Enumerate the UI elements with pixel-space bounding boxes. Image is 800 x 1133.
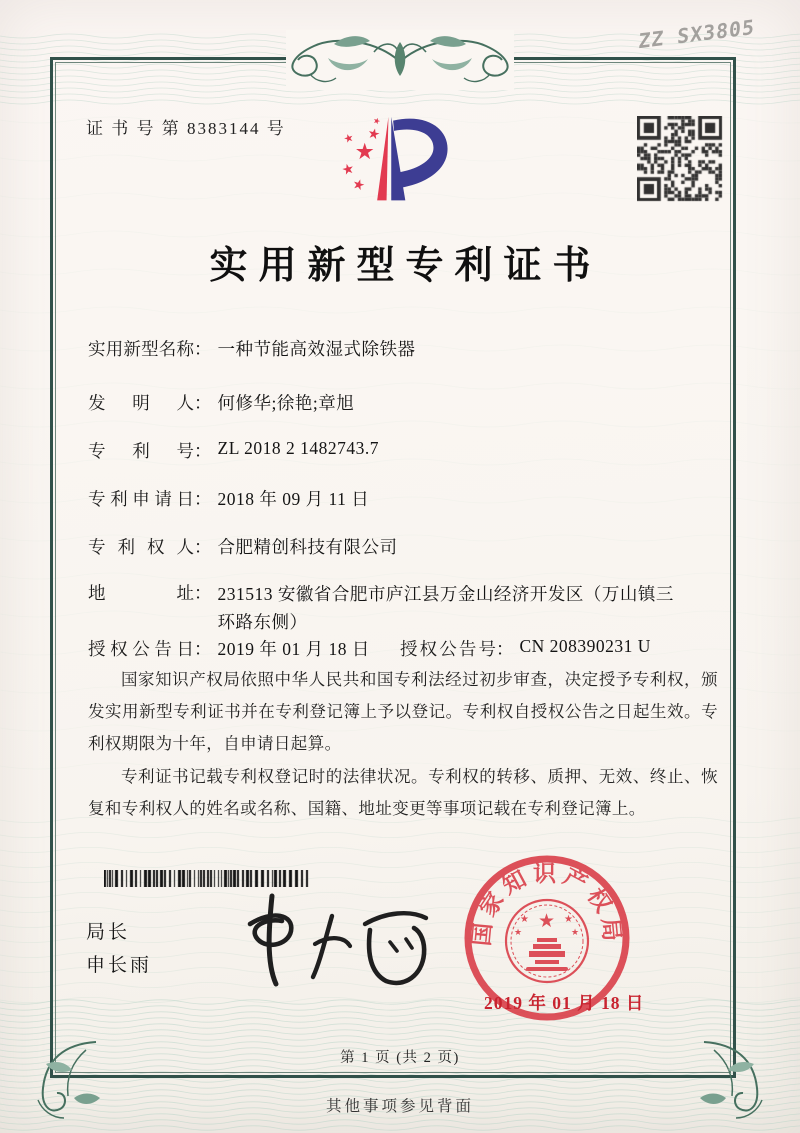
svg-text:★: ★ (371, 114, 383, 127)
field-row-address (88, 580, 690, 636)
handwritten-annotation: ZZ SX3805 (637, 14, 756, 54)
field-value: 一种节能高效湿式除铁器 (217, 339, 416, 359)
field-colon: ： (194, 441, 212, 461)
svg-text:★: ★ (340, 160, 357, 180)
cnipa-logo-icon (334, 104, 456, 216)
field-label: 授权公告日 (88, 639, 194, 659)
field-row-inventors (88, 390, 354, 415)
field-label: 专利权人 (88, 537, 194, 557)
page-number: 第 1 页 (共 2 页) (340, 1050, 460, 1066)
legal-paragraph-1: 国家知识产权局依照中华人民共和国专利法经过初步审查，决定授予专利权，颁发实用新型专利证书并在专利登记簿上予以登记。专利权自授权公告之日起生效。专利权期限为十年，自申请日起算。 (88, 670, 718, 754)
seal-text: 国家知识产权局 (469, 861, 625, 948)
field-row-filing-date (88, 486, 369, 511)
field-label: 专利号 (88, 441, 194, 461)
field-value: ZL 2018 2 1482743.7 (217, 438, 379, 458)
svg-text:★: ★ (564, 914, 573, 925)
officer-block (86, 916, 152, 983)
field-colon: ： (194, 393, 212, 413)
field-row-utility-name (88, 336, 416, 361)
field-colon: ： (194, 339, 212, 359)
svg-text:★: ★ (350, 175, 367, 195)
field-colon: ： (194, 583, 212, 603)
field-value: 231513 安徽省合肥市庐江县万金山经济开发区（万山镇三环路东侧） (217, 584, 674, 632)
field-label: 实用新型名称 (88, 339, 194, 359)
top-border-ornament-icon (270, 30, 530, 90)
officer-signature (220, 884, 432, 996)
officer-name: 申长雨 (86, 955, 153, 977)
back-side-note: 其他事项参见背面 (325, 1098, 474, 1115)
field-value-grant-date: 2019 年 01 月 18 日 (217, 639, 370, 659)
svg-text:★: ★ (514, 928, 523, 938)
field-label: 授权公告号 (400, 639, 496, 659)
field-value: 何修华;徐艳;章旭 (217, 393, 355, 413)
field-value: 合肥精创科技有限公司 (217, 537, 398, 557)
field-label: 专利申请日 (88, 489, 194, 509)
certificate-number: 证 书 号 第 8383144 号 (86, 119, 286, 138)
seal-date: 2019 年 01 月 18 日 (484, 993, 645, 1013)
national-emblem-icon (506, 900, 588, 982)
field-colon: ： (194, 489, 212, 509)
svg-text:★: ★ (571, 928, 580, 938)
field-colon: ： (194, 537, 212, 557)
svg-text:★: ★ (520, 914, 529, 925)
svg-text:★: ★ (341, 130, 356, 147)
legal-text (88, 664, 718, 825)
field-label: 地址 (88, 583, 194, 603)
svg-text:★: ★ (538, 910, 556, 932)
svg-text:★: ★ (354, 139, 375, 166)
svg-text:★: ★ (365, 125, 382, 144)
field-row-grant (88, 636, 651, 661)
svg-text:国家知识产权局 (469, 861, 625, 947)
legal-paragraph-2: 专利证书记载专利权登记时的法律状况。专利权的转移、质押、无效、终止、恢复和专利权人的姓名或名称、国籍、地址变更等事项记载在专利登记簿上。 (88, 766, 718, 818)
field-colon: ： (194, 639, 212, 659)
field-grant-number (400, 636, 651, 661)
field-row-patent-number (88, 438, 379, 463)
field-colon: ： (496, 639, 514, 659)
field-value-grant-number: CN 208390231 U (519, 636, 651, 656)
officer-title: 局长 (86, 922, 131, 943)
field-label: 发明人 (88, 393, 194, 413)
certificate-title: 实用新型专利证书 (209, 245, 602, 287)
field-value: 2018 年 09 月 11 日 (217, 489, 370, 509)
field-row-patentee (88, 534, 398, 559)
qr-code (637, 116, 725, 204)
